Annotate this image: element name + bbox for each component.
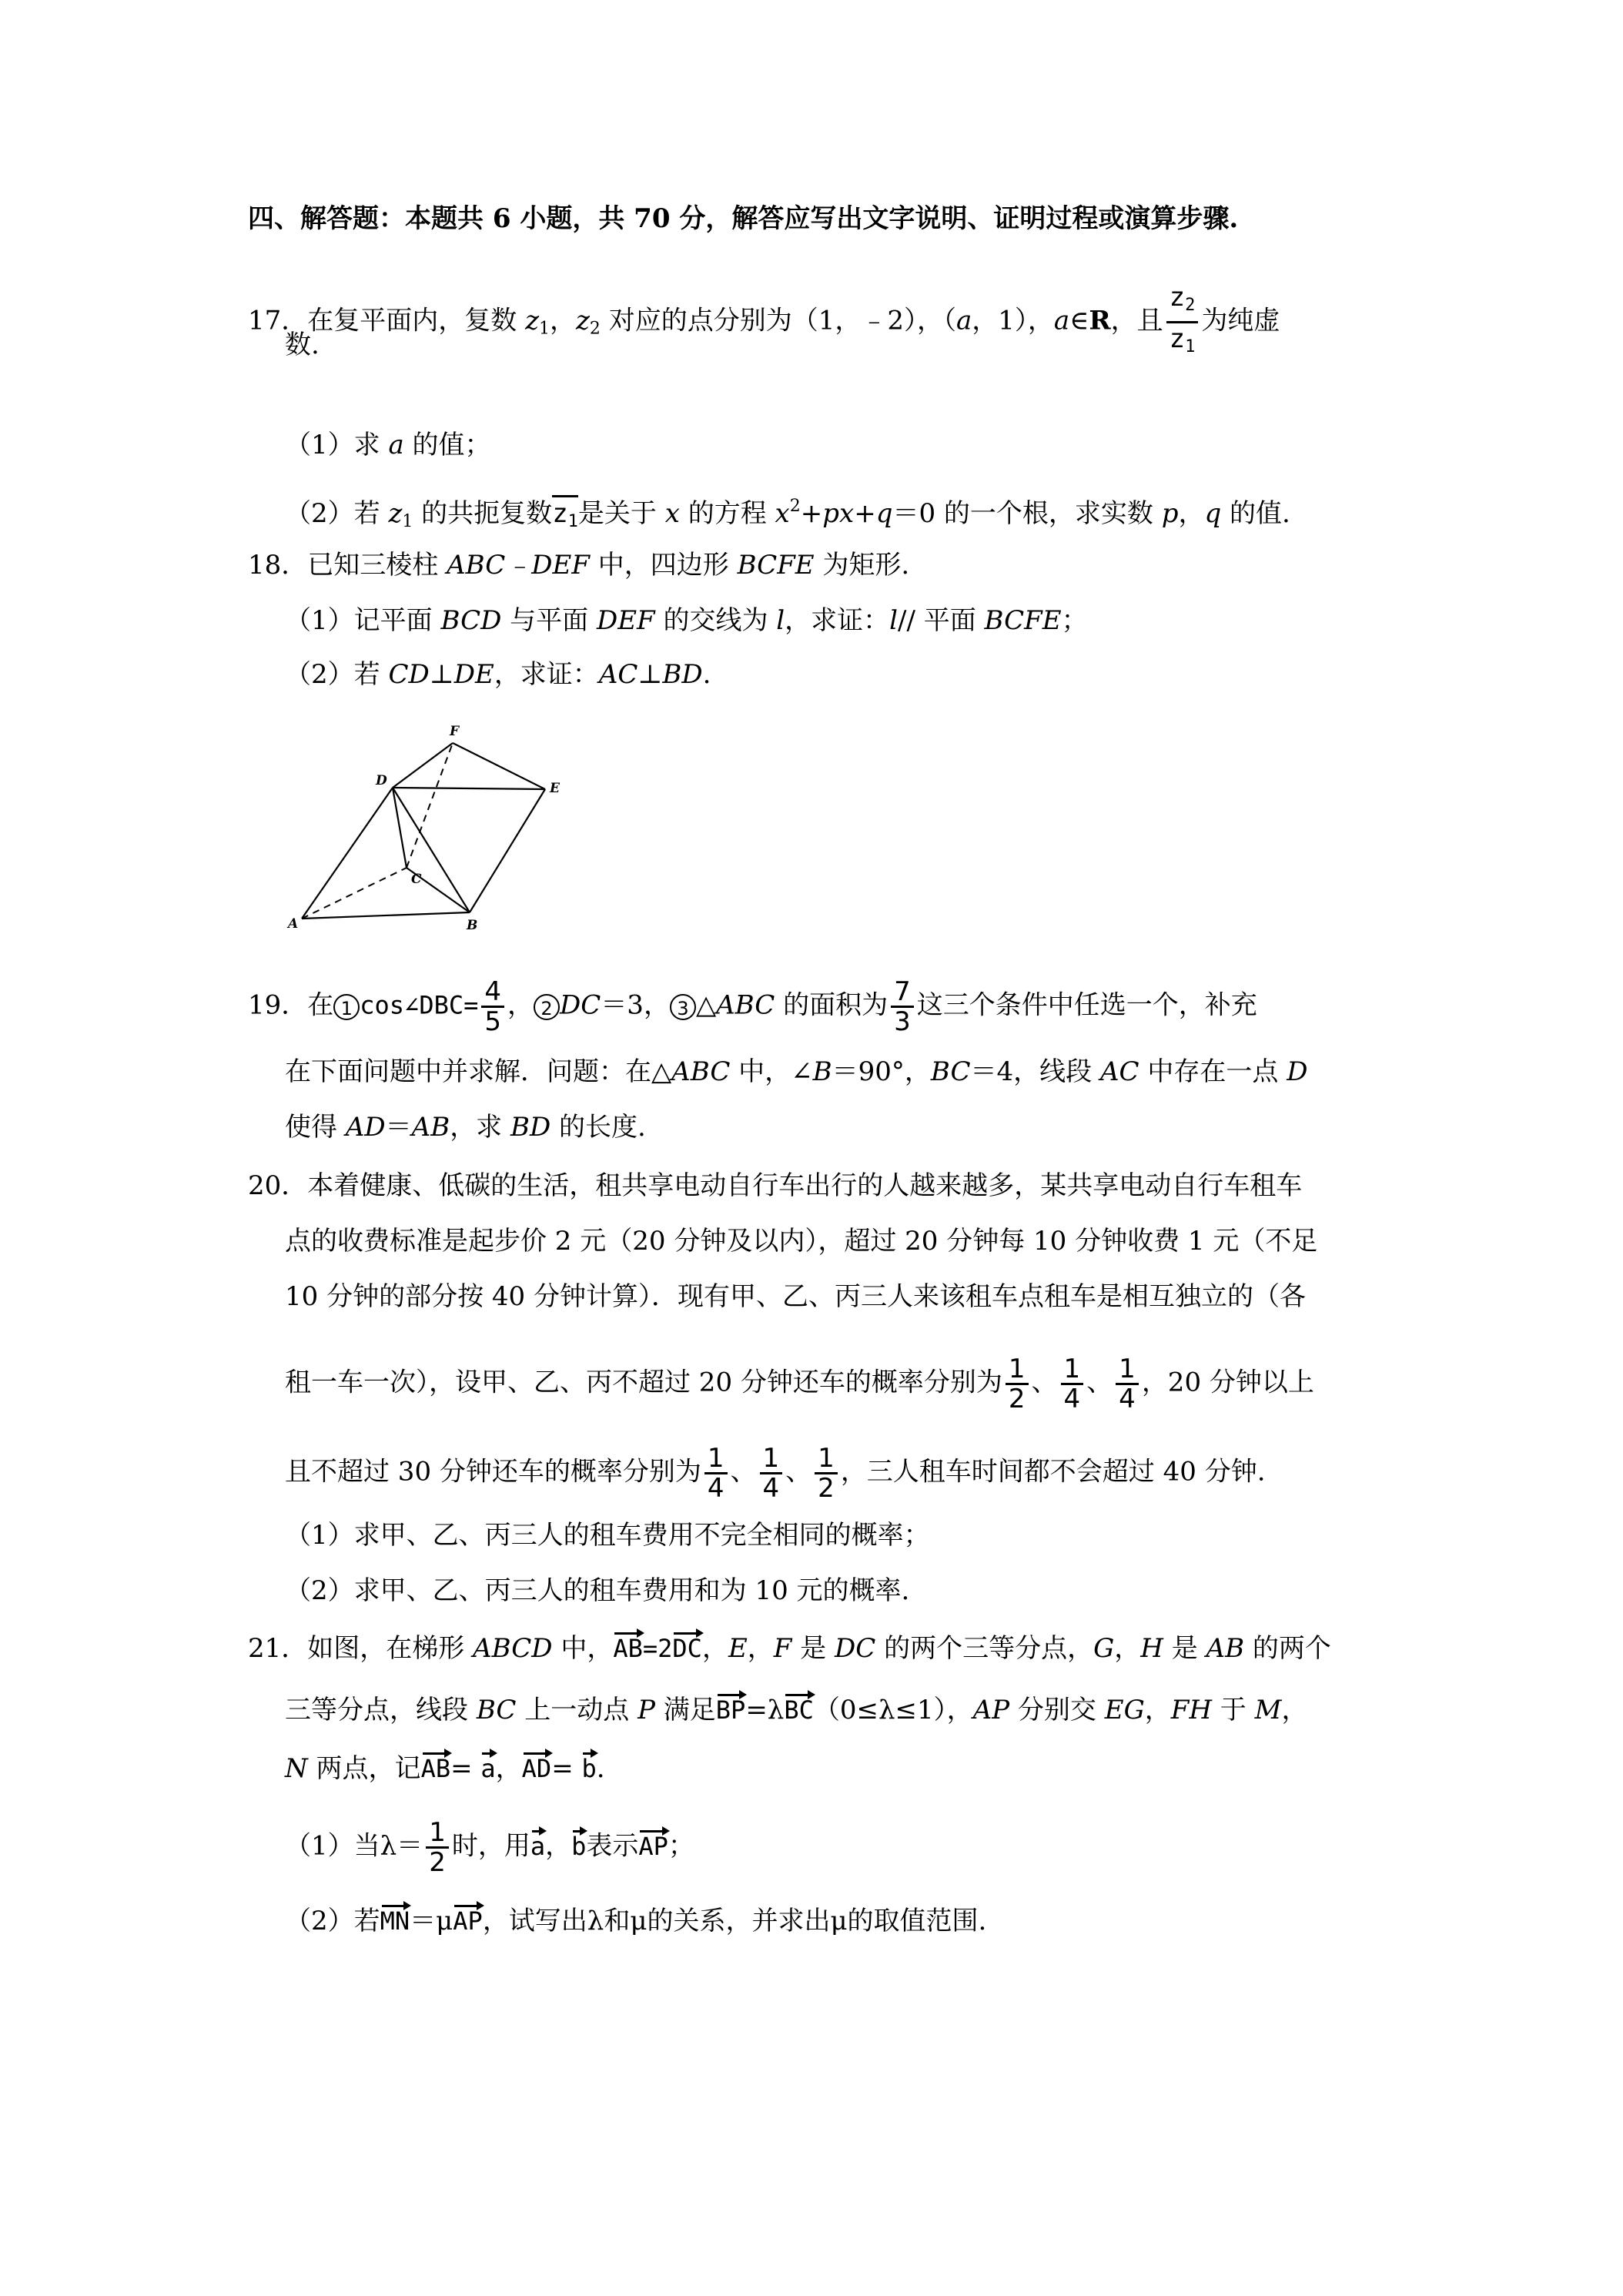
text: 、	[785, 1456, 812, 1488]
text: ，求证：	[494, 659, 599, 690]
text: ＝3，	[601, 989, 670, 1021]
point-name: M	[1254, 1695, 1282, 1725]
text: 中存在一点	[1139, 1056, 1287, 1087]
text: =2	[642, 1634, 673, 1663]
text: 的交线为	[654, 605, 777, 636]
question-number: 21．	[248, 1633, 308, 1664]
subscript: 1	[567, 512, 578, 531]
subscript: 2	[1185, 296, 1196, 315]
var-z: z	[552, 498, 568, 529]
text: ，试写出λ和μ的关系，并求出μ的取值范围.	[482, 1906, 987, 1936]
segment-name: AC	[1100, 1056, 1139, 1087]
prism-figure	[285, 712, 593, 932]
symbol: △	[695, 989, 717, 1021]
circled-number: 2	[534, 994, 560, 1020]
vector-AB: AB	[613, 1629, 643, 1662]
edge-AB	[302, 912, 470, 919]
segment-name: AB	[1206, 1633, 1245, 1664]
text: // 平面	[898, 605, 985, 636]
frac-den: z	[1169, 323, 1186, 354]
frac-den: 3	[894, 1006, 911, 1037]
var-p: p	[1161, 498, 1179, 529]
hidden-edge-AC	[302, 868, 407, 919]
text: 与平面	[501, 605, 597, 636]
symbol: +	[854, 498, 876, 529]
fraction	[1006, 1355, 1029, 1413]
q20-line3	[285, 1280, 1306, 1314]
real-set: R	[1089, 305, 1111, 336]
q19-line1	[248, 978, 1257, 1036]
text: （1）当λ＝	[285, 1830, 423, 1862]
question-number: 20．	[248, 1170, 308, 1201]
text: ，	[1114, 1633, 1141, 1664]
frac-den: 4	[707, 1473, 724, 1504]
text: ，	[1178, 498, 1205, 529]
text: 在下面问题中并求解．问题：在△	[285, 1056, 672, 1087]
frac-num: z	[1169, 282, 1186, 313]
text: 于	[1211, 1695, 1255, 1725]
text: 为纯虚	[1201, 305, 1280, 336]
text: 、	[1031, 1367, 1058, 1398]
text: ，	[1144, 1695, 1171, 1725]
conjugate-z1	[552, 495, 578, 535]
point-name: E	[728, 1633, 748, 1664]
text: 三等分点，线段	[285, 1695, 477, 1725]
plane-name: DEF	[596, 605, 655, 636]
plane-name: BCD	[440, 605, 502, 636]
text: 的共扼复数	[413, 498, 553, 529]
q21-part2	[285, 1902, 986, 1938]
text: ＝90°，	[832, 1056, 931, 1087]
text: ，	[701, 1633, 728, 1664]
text: ；	[668, 1830, 694, 1862]
text: 10 分钟的部分按 40 分钟计算）．现有甲、乙、丙三人来该租车点租车是相互独立的（各	[285, 1281, 1306, 1312]
q17-line1	[248, 282, 1280, 363]
vector-AP: AP	[638, 1827, 668, 1859]
text: .	[702, 659, 711, 690]
text: 且不超过 30 分钟还车的概率分别为	[285, 1456, 701, 1488]
text: ，	[545, 1830, 572, 1862]
frac-den: 4	[1063, 1384, 1081, 1414]
label-E: E	[550, 781, 560, 796]
segment-name: CD	[388, 659, 430, 690]
vector-b: b	[581, 1749, 596, 1782]
var-q: q	[1204, 498, 1222, 529]
text: （2）求甲、乙、丙三人的租车费用和为 10 元的概率.	[285, 1575, 910, 1606]
text: ＝μ	[410, 1906, 453, 1936]
subscript: 1	[1185, 337, 1196, 356]
text: 如图，在梯形	[307, 1633, 474, 1664]
subscript: 1	[539, 319, 550, 339]
text: 数.	[285, 330, 320, 360]
text: （1）求甲、乙、丙三人的租车费用不完全相同的概率；	[285, 1520, 930, 1551]
text: ，三人租车时间都不会超过 40 分钟.	[840, 1456, 1266, 1488]
segment-name: AD	[345, 1112, 386, 1143]
text: 这三个条件中任选一个，补充	[916, 989, 1257, 1021]
text: ＝	[385, 1112, 412, 1143]
point-name: F	[773, 1633, 792, 1664]
quad-name: BCFE	[737, 550, 815, 581]
point-name: G	[1093, 1633, 1115, 1664]
symbol: ⊥	[637, 659, 663, 690]
label-B: B	[467, 918, 478, 932]
text: =	[450, 1753, 481, 1784]
text: 的方程	[679, 498, 775, 529]
segment-name: BD	[510, 1112, 551, 1143]
question-number: 17．	[248, 305, 308, 336]
q18-part1	[285, 604, 1088, 638]
vector-MN: MN	[380, 1902, 410, 1934]
var-a: a	[1053, 305, 1070, 336]
var-x: x	[775, 498, 790, 529]
var-l: l	[776, 605, 785, 636]
text: 分别交	[1009, 1695, 1105, 1725]
q18-line1	[248, 548, 909, 582]
text: 的长度.	[550, 1112, 646, 1143]
fraction	[760, 1444, 783, 1502]
q20-line5	[285, 1444, 1266, 1502]
var-z: z	[388, 498, 403, 529]
edge-DF	[393, 743, 453, 788]
text: ，且	[1110, 305, 1163, 336]
q18-part2	[285, 658, 711, 691]
point-name: P	[637, 1695, 655, 1725]
text: ，	[550, 305, 576, 336]
edge-BE	[470, 789, 545, 912]
frac-den: 5	[484, 1006, 502, 1037]
var-a: a	[956, 305, 972, 336]
q19-line3	[285, 1110, 646, 1144]
frac-num: 4	[481, 978, 504, 1008]
q21-line1	[248, 1629, 1331, 1665]
segment-name: EG	[1104, 1695, 1145, 1725]
frac-num: 1	[426, 1819, 449, 1849]
cos-expression: cos∠DBC=	[360, 990, 479, 1020]
point-name: D	[1287, 1056, 1308, 1087]
fraction	[704, 1444, 728, 1502]
text: （2）若	[285, 498, 389, 529]
text: ；	[1061, 605, 1088, 636]
var-px: px	[822, 498, 855, 529]
vector-a: a	[480, 1749, 495, 1782]
symbol: ⊥	[429, 659, 454, 690]
text: ，求	[450, 1112, 510, 1143]
text: 表示	[586, 1830, 639, 1862]
vector-DC: DC	[672, 1629, 702, 1662]
text: 为矩形.	[814, 550, 910, 581]
q21-part1	[285, 1819, 694, 1876]
text: （1）记平面	[285, 605, 441, 636]
fraction	[891, 978, 914, 1036]
q17-line2	[285, 328, 320, 362]
text: =	[551, 1753, 582, 1784]
q17-part1	[285, 428, 491, 462]
vector-BP: BP	[716, 1691, 746, 1723]
segment-name: AP	[972, 1695, 1010, 1725]
text: 租一车一次），设甲、乙、丙不超过 20 分钟还车的概率分别为	[285, 1367, 1002, 1398]
text: 在	[307, 989, 334, 1021]
text: 中，∠	[730, 1056, 813, 1087]
text: ，	[507, 989, 534, 1021]
text: 满足	[654, 1695, 716, 1725]
frac-num: 7	[891, 978, 914, 1008]
text: ，1），	[972, 305, 1054, 336]
text: 中，	[552, 1633, 614, 1664]
var-l: l	[889, 605, 899, 636]
var-x: x	[664, 498, 680, 529]
symbol: +	[800, 498, 823, 529]
text: 的两个三等分点，	[875, 1633, 1094, 1664]
frac-num: 1	[1061, 1355, 1084, 1385]
text: ，	[495, 1753, 522, 1784]
q20-line1	[248, 1169, 1302, 1203]
label-C: C	[411, 872, 422, 887]
segment-name: AB	[411, 1112, 450, 1143]
frac-num: 1	[760, 1444, 783, 1474]
text: 是	[1163, 1633, 1206, 1664]
label-A: A	[288, 916, 299, 932]
frac-den: 4	[1119, 1384, 1136, 1414]
text: 是关于	[577, 498, 665, 529]
var-z: z	[525, 305, 539, 336]
text: =λ	[745, 1695, 785, 1725]
q19-line2	[285, 1055, 1307, 1089]
q20-line4	[285, 1355, 1314, 1413]
trapezoid-name: ABCD	[473, 1633, 553, 1664]
text: 点的收费标准是起步价 2 元（20 分钟及以内），超过 20 分钟每 10 分钟收费 1 元（不足	[285, 1226, 1318, 1257]
text: 、	[1086, 1367, 1113, 1398]
frac-den: 4	[762, 1473, 780, 1504]
var-q: q	[875, 498, 893, 529]
var-z: z	[576, 305, 590, 336]
question-number: 18．	[248, 550, 308, 581]
text: ，	[1281, 1695, 1308, 1725]
prism-name: ABC﹣DEF	[447, 550, 590, 581]
triangle-name: ABC	[671, 1056, 731, 1087]
q20-part2	[285, 1574, 909, 1608]
text: 使得	[285, 1112, 346, 1143]
angle-name: B	[812, 1056, 832, 1087]
edge-AD	[302, 788, 393, 919]
frac-num: 1	[815, 1444, 838, 1474]
text: 上一动点	[516, 1695, 638, 1725]
section-title: 四、解答题：本题共 6 小题，共 70 分，解答应写出文字说明、证明过程或演算步骤.	[248, 203, 1239, 234]
q17-part2	[285, 490, 1290, 539]
segment-name: DE	[453, 659, 494, 690]
vector-b: b	[571, 1827, 586, 1859]
text: （2）若	[285, 659, 389, 690]
plane-name: BCFE	[984, 605, 1062, 636]
circled-number: 3	[670, 994, 696, 1020]
frac-num: 1	[704, 1444, 728, 1474]
text: .	[596, 1753, 605, 1784]
vector-AP: AP	[453, 1902, 483, 1934]
fraction	[426, 1819, 449, 1876]
edge-DE	[393, 788, 545, 789]
text: 、	[730, 1456, 757, 1488]
text: 中，四边形	[589, 550, 738, 581]
text: 的值.	[1221, 498, 1290, 529]
text: 的两个	[1244, 1633, 1331, 1664]
q21-line2	[285, 1691, 1307, 1727]
segment-name: AC	[598, 659, 638, 690]
section-heading	[248, 202, 1238, 236]
text: 本着健康、低碳的生活，租共享电动自行车出行的人越来越多，某共享电动自行车租车	[307, 1170, 1303, 1201]
text: 两点，记	[307, 1753, 421, 1784]
text: ＝4，线段	[970, 1056, 1100, 1087]
edge-FE	[453, 743, 545, 789]
question-number: 19．	[248, 989, 308, 1021]
symbol: ∈	[1069, 305, 1089, 336]
var-a: a	[388, 430, 404, 460]
triangle-name: ABC	[716, 989, 775, 1021]
text: ，	[747, 1633, 774, 1664]
q20-line2	[285, 1224, 1317, 1258]
frac-den: 2	[429, 1847, 446, 1878]
q21-line3	[285, 1749, 605, 1786]
segment-name: FH	[1170, 1695, 1212, 1725]
text: （1）求	[285, 430, 389, 460]
subscript: 2	[589, 319, 601, 339]
q20-part1	[285, 1518, 930, 1552]
fraction	[815, 1444, 838, 1502]
segment-name: DC	[560, 989, 601, 1021]
text: （0≤λ≤1），	[813, 1695, 973, 1725]
segment-name: BD	[662, 659, 703, 690]
fraction	[1061, 1355, 1084, 1413]
vector-a: a	[530, 1827, 545, 1859]
frac-num: 1	[1006, 1355, 1029, 1385]
text: （2）若	[285, 1906, 380, 1936]
subscript: 1	[402, 512, 413, 531]
superscript: 2	[789, 497, 801, 516]
text: 的面积为	[775, 989, 888, 1021]
text: ＝0 的一个根，求实数	[892, 498, 1162, 529]
text: ，20 分钟以上	[1141, 1367, 1314, 1398]
segment-name: BC	[930, 1056, 971, 1087]
text: 在复平面内，复数	[307, 305, 526, 336]
frac-den: 2	[1008, 1384, 1026, 1414]
circled-number: 1	[333, 994, 360, 1020]
vector-AD: AD	[522, 1749, 552, 1782]
label-D: D	[376, 773, 387, 788]
fraction	[1116, 1355, 1139, 1413]
text: 的值；	[403, 430, 491, 460]
fraction-z2-over-z1	[1166, 282, 1199, 363]
fraction	[481, 978, 504, 1036]
text: 对应的点分别为（1，﹣2），（	[600, 305, 956, 336]
segment-name: BC	[476, 1695, 517, 1725]
point-name: H	[1140, 1633, 1163, 1664]
label-F: F	[450, 724, 460, 739]
frac-den: 2	[818, 1473, 835, 1504]
text: 已知三棱柱	[307, 550, 447, 581]
frac-num: 1	[1116, 1355, 1139, 1385]
text: 时，用	[451, 1830, 530, 1862]
text: ，求证：	[785, 605, 890, 636]
vector-AB: AB	[421, 1749, 451, 1782]
vector-BC: BC	[784, 1691, 814, 1723]
segment-name: DC	[834, 1633, 876, 1664]
point-name: N	[285, 1753, 308, 1784]
text: 是	[791, 1633, 835, 1664]
